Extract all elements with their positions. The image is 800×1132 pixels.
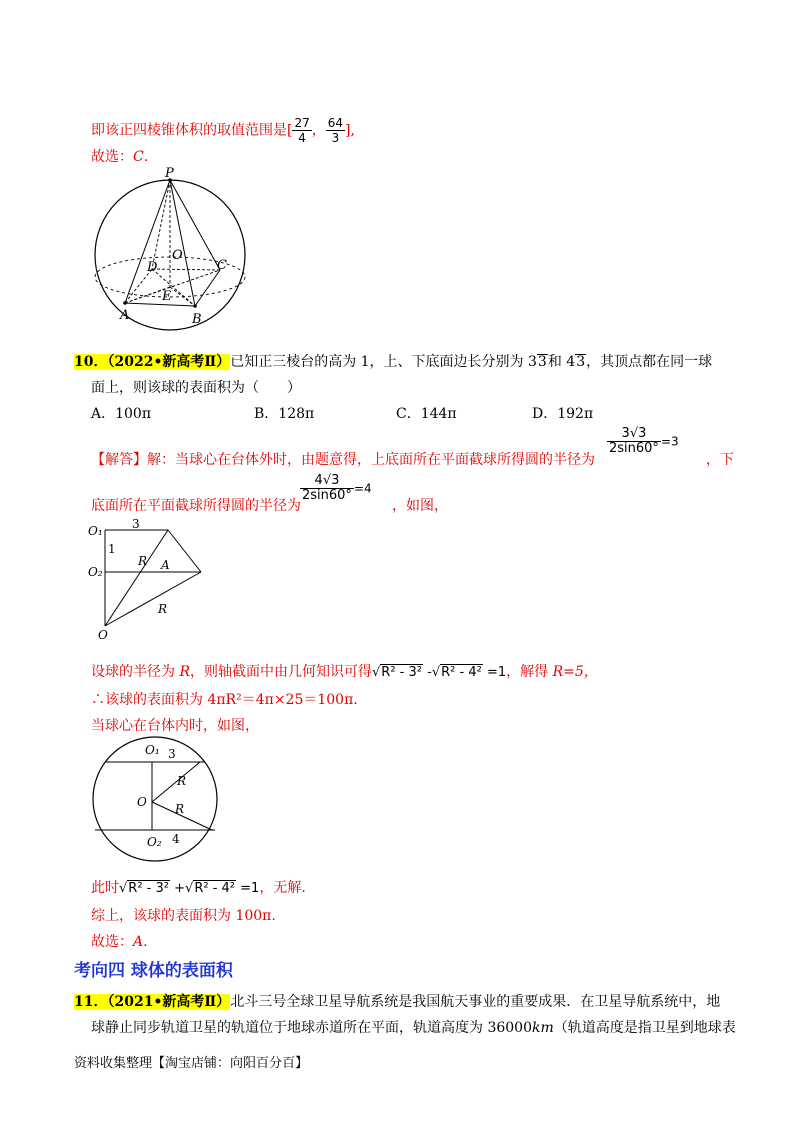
set-c: ，解得 <box>506 664 553 680</box>
q9-answer <box>91 146 148 166</box>
equation-1: √R² - 3² -√R² - 4² =1 <box>372 665 507 680</box>
fig2-o2: O₂ <box>88 565 103 579</box>
answer-letter: C <box>133 149 144 165</box>
f2-num: 4√3 <box>300 474 354 489</box>
fraction-4sqrt3 <box>300 474 372 503</box>
q11-text-c: （轨道高度是指卫星到地球表 <box>553 1020 736 1036</box>
rad1: 3 <box>537 354 547 370</box>
q10-stem-a: 已知正三棱台的高为 1，上、下底面边长分别为 3 <box>230 354 537 370</box>
eq1: R² - 3² <box>381 665 422 680</box>
sqrt-3-b <box>575 354 586 370</box>
solution-d: ，如图， <box>392 498 448 514</box>
option-d: D．192π <box>532 406 594 422</box>
q10-stem-b: ，其顶点都在同一球 <box>586 354 713 370</box>
fig3-o2: O₂ <box>147 835 162 849</box>
q10-stem-line2: 面上，则该球的表面积为（ ） <box>91 380 301 396</box>
f1-den: 2sin60° <box>609 441 659 456</box>
cur-a: 此时 <box>91 880 119 896</box>
eq2: R² - 4² <box>441 665 482 680</box>
sqrt-3-a <box>537 354 548 370</box>
area-line: ∴该球的表面积为 4πR²＝4π×25＝100π. <box>91 692 358 708</box>
fig3-r1: R <box>177 774 187 788</box>
cur-plus: + <box>174 881 186 896</box>
q10-stem-line1 <box>74 351 712 371</box>
center-inside-figure <box>90 736 220 864</box>
summary-line: 综上，该球的表面积为 100π. <box>91 908 276 924</box>
equation-2: √R² - 3² +√R² - 4² =1 <box>119 881 260 896</box>
solution-a: 解：当球心在台体外时，由题意得，上底面所在平面截球所得圆的半径为 <box>147 452 595 468</box>
f2-den: 2sin60° <box>302 488 352 503</box>
q11-unit: km <box>532 1020 554 1036</box>
eq-minus: - <box>427 665 432 680</box>
set-a: 设球的半径为 <box>91 664 180 680</box>
fig2-o: O <box>98 628 108 642</box>
label-e: E <box>162 289 172 304</box>
q10-number: 10．（2022•新高考Ⅱ） <box>74 354 231 370</box>
ans-end: . <box>143 934 148 950</box>
fig3-o1: O₁ <box>145 743 160 757</box>
ans-letter: A <box>133 934 144 950</box>
fraction-64-3 <box>326 116 345 145</box>
cur-b: ，无解. <box>259 880 306 896</box>
fig3-4: 4 <box>172 832 180 846</box>
solution-line2: 底面所在平面截球所得圆的半径为 <box>91 498 301 514</box>
solution-tag: 【解答】 <box>91 452 147 468</box>
pyramid-sphere-figure <box>85 165 255 335</box>
frac1-den: 4 <box>298 131 306 145</box>
range-comma: ， <box>311 122 326 139</box>
label-b: B <box>192 312 202 327</box>
fig2-o1: O₁ <box>88 524 103 538</box>
f1-num: 3√3 <box>607 427 661 442</box>
q11-number: 11．（2021•新高考Ⅱ） <box>74 994 231 1010</box>
f1-val: =3 <box>660 434 679 449</box>
q10-answer <box>91 931 148 951</box>
rad2: 3 <box>576 354 586 370</box>
label-d: D <box>147 260 158 275</box>
fig3-3: 3 <box>168 747 176 761</box>
label-o: O <box>172 248 183 263</box>
cur-eq2: R² - 4² <box>194 881 236 896</box>
label-p: P <box>165 166 174 181</box>
q10-and: 和 4 <box>547 354 576 370</box>
ans-prefix: 故选： <box>91 934 133 950</box>
solution-line1 <box>91 449 595 469</box>
inside-line: 当球心在台体内时，如图， <box>91 718 259 734</box>
fraction-27-4 <box>292 116 311 145</box>
f2-val: =4 <box>353 481 372 496</box>
option-a: A．100π <box>91 406 152 422</box>
set-r: R <box>179 664 190 680</box>
answer-prefix: 故选： <box>91 149 133 165</box>
fig2-r2: R <box>158 602 168 616</box>
range-line <box>91 116 355 145</box>
q11-line2 <box>91 1017 736 1037</box>
section-title: 考向四 球体的表面积 <box>74 961 233 981</box>
q11-text-b: 球静止同步轨道卫星的轨道位于地球赤道所在平面，轨道高度为 36000 <box>91 1020 532 1036</box>
equation-line <box>91 661 598 681</box>
q11-line1 <box>74 991 720 1011</box>
q11-text-a: 北斗三号全球卫星导航系统是我国航天事业的重要成果．在卫星导航系统中，地 <box>230 994 721 1010</box>
range-prefix: 即该正四棱锥体积的取值范围是[ <box>91 122 293 139</box>
fig3-r2: R <box>175 802 185 816</box>
no-solution-line <box>91 877 306 897</box>
cur-eq1: R² - 3² <box>128 881 169 896</box>
answer-end: . <box>143 149 149 165</box>
fig2-3: 3 <box>132 518 140 531</box>
set-b: ，则轴截面中由几何知识可得 <box>190 664 372 680</box>
frac2-den: 3 <box>331 131 340 145</box>
footer-text: 资料收集整理【淘宝店铺：向阳百分百】 <box>74 1056 309 1071</box>
solution-b: ，下 <box>706 452 734 468</box>
range-suffix: ], <box>345 122 355 139</box>
option-c: C．144π <box>396 406 457 422</box>
label-c: C <box>217 258 227 273</box>
fig2-1: 1 <box>108 542 116 556</box>
label-a: A <box>120 308 130 323</box>
fig2-r1: R <box>138 554 148 568</box>
option-b: B．128π <box>254 406 315 422</box>
set-d: R=5， <box>552 664 598 680</box>
fig3-o: O <box>137 795 147 809</box>
frac1-num: 27 <box>294 116 310 130</box>
axial-section-figure <box>88 518 213 643</box>
frac2-num: 64 <box>327 116 344 130</box>
fraction-3sqrt3 <box>607 427 679 456</box>
fig2-a: A <box>161 558 170 572</box>
cur-val: =1 <box>240 881 260 896</box>
eq-val: =1 <box>486 665 507 680</box>
